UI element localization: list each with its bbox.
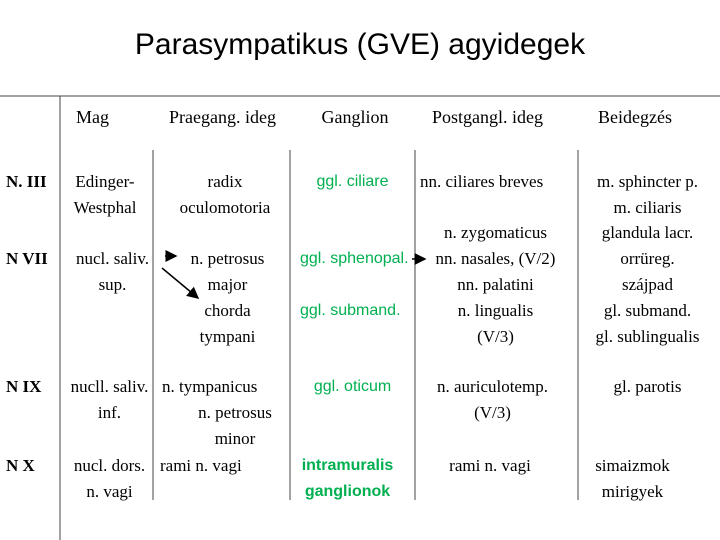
n3-postgang: nn. ciliares breves [420,172,544,191]
header-postgang: Postgangl. ideg [432,107,543,127]
n3-ganglion: ggl. ciliare [316,173,389,190]
row-label-n9: N IX [6,377,42,396]
n7-ganglion-submand: ggl. submand. [300,302,401,319]
n7-ganglion-sphenopal: ggl. sphenopal. [300,250,409,267]
row-label-n3: N. III [6,172,47,191]
n3-beidegzes: m. sphincter p. m. ciliaris [596,172,699,217]
row-label-n7: N VII [6,249,48,268]
n7-praegang: n. petrosus major chorda tympani [190,249,265,346]
header-ganglion: Ganglion [321,107,389,127]
n10-praegang: rami n. vagi [160,456,242,475]
n3-praegang: radix oculomotoria [179,172,271,217]
row-label-n10: N X [6,456,35,475]
n3-mag: Edinger- Westphal [73,172,137,217]
n7-mag: nucl. saliv. sup. [75,249,150,294]
n9-postgang: n. auriculotemp. (V/3) [437,377,548,422]
n10-postgang: rami n. vagi [449,456,531,475]
header-beidegzes: Beidegzés [598,107,672,127]
n10-mag: nucl. dors. n. vagi [73,456,146,501]
n9-praegang-tympanicus: n. tympanicus [162,377,258,396]
n7-postgang: n. zygomaticus nn. nasales, (V/2) nn. palatini n. lingualis (V/3) [435,223,556,346]
header-mag: Mag [76,107,109,127]
n9-mag: nucll. saliv. inf. [70,377,149,422]
n9-praegang-petrosus: n. petrosus minor [198,403,272,448]
n10-beidegzes: simaizmok mirigyek [595,456,670,501]
n10-ganglion: intramuralis ganglionok [301,457,394,500]
page-title: Parasympatikus (GVE) agyidegek [134,28,586,61]
header-praegang: Praegang. ideg [169,107,276,127]
n9-beidegzes: gl. parotis [613,377,682,396]
n7-beidegzes: glandula lacr. orrüreg. szájpad gl. submand. gl. sublingualis [595,223,700,346]
n9-ganglion: ggl. oticum [313,378,392,395]
